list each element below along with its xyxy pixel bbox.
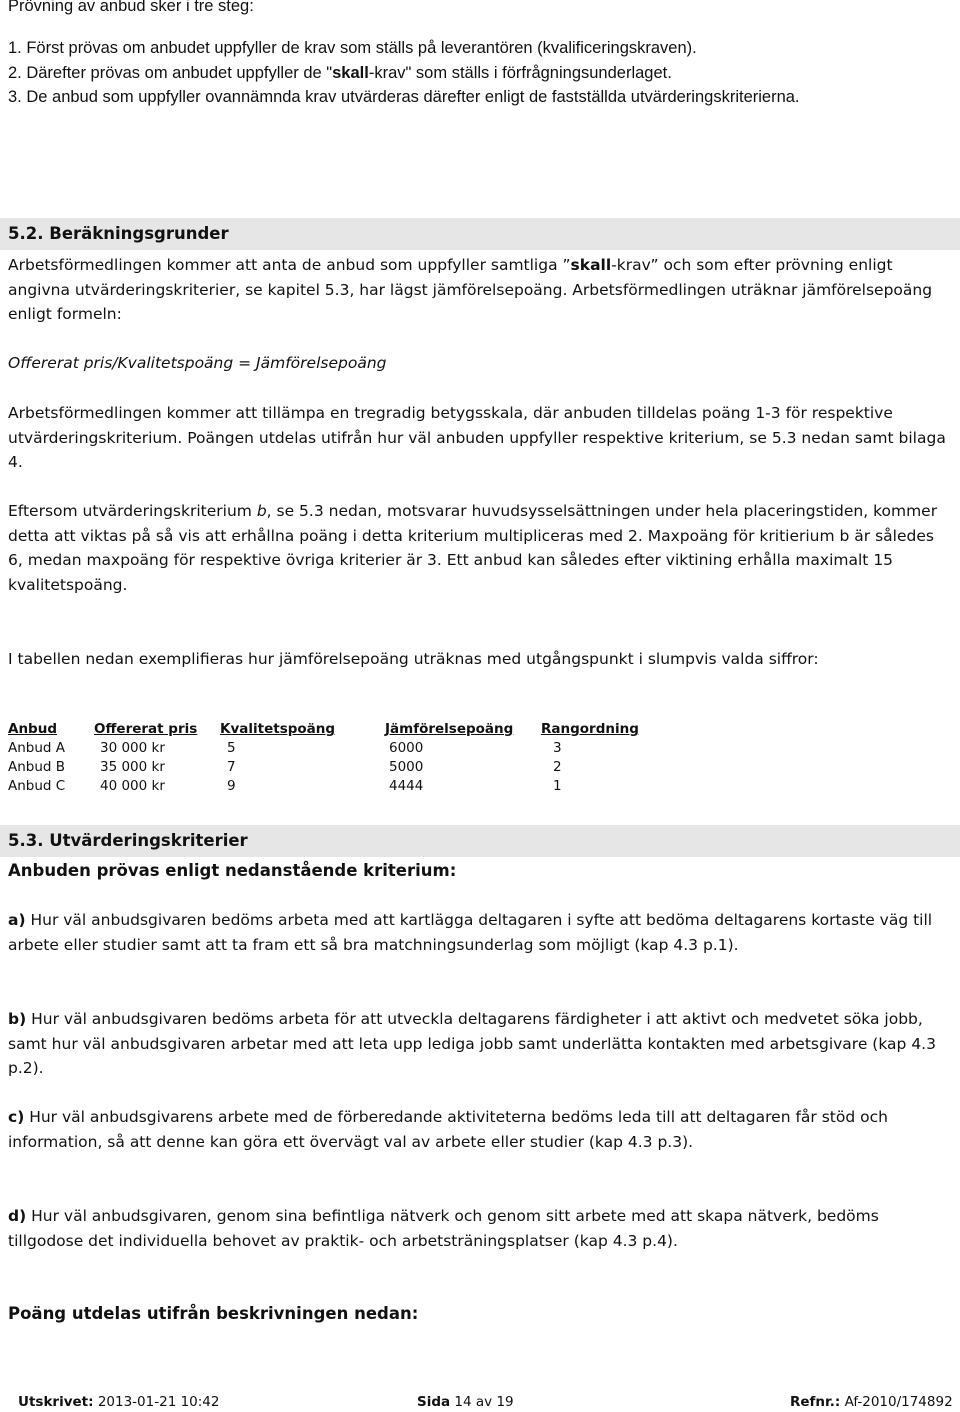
table-cell: 2 <box>553 759 562 775</box>
p3-after: , se 5.3 nedan, motsvarar huvudsysselsättningen under hela placeringstiden, kommer detta att viktas på så vis att erhållna poäng i detta kriterium multipliceras med 2. Maxpoäng för kritierium b är således 6, medan maxpoäng för respektive övriga kriterier är 3. Ett anbud kan således efter viktining erhålla maximalt 15 kvalitetspoäng. <box>8 502 938 594</box>
criterion-text: Hur väl anbudsgivaren, genom sina befintliga nätverk och genom sitt arbete med att skapa nätverk, bedöms tillgodose det individuella behovet av praktik- och arbetsträningsplatser (kap 4.3 p.4). <box>8 1207 879 1250</box>
criterion-d <box>8 1204 953 1253</box>
table-header: Offererat pris <box>94 721 198 737</box>
criterion-text: Hur väl anbudsgivaren bedöms arbeta med att kartlägga deltagaren i syfte att bedöma deltagarens kortaste väg till arbete eller studier samt att ta fram ett så bra matchningsunderlag som möjligt (kap 4.3 p.1). <box>8 911 933 954</box>
paragraph-1 <box>8 253 953 327</box>
criterion-label: b) <box>8 1010 27 1028</box>
table-header: Rangordning <box>541 721 639 737</box>
footer-ref-label: Refnr.: <box>790 1394 841 1410</box>
footer-printed <box>18 1393 219 1411</box>
section-heading-bar <box>0 218 960 250</box>
footer-ref <box>790 1393 953 1411</box>
criterion-text: Hur väl anbudsgivaren bedöms arbeta för att utveckla deltagarens färdigheter i att aktivt och medvetet söka jobb, samt hur väl anbudsgivaren arbetar med att leta upp lediga jobb samt underlätta kontakten med arbetsgivare (kap 4.3 p.2). <box>8 1010 936 1078</box>
table-header-row <box>8 720 653 739</box>
p1-after: -krav” och som efter prövning enligt angivna utvärderingskriterier, se kapitel 5.3, har lägst jämförelsepoäng. Arbetsförmedlingen uträknar jämförelsepoäng enligt formeln: <box>8 256 933 324</box>
section-heading-5-3: 5.3. Utvärderingskriterier <box>8 831 248 850</box>
table-cell: 7 <box>227 759 236 775</box>
table-cell: 5000 <box>389 759 424 775</box>
footer-printed-label: Utskrivet: <box>18 1394 94 1410</box>
footer-page-value: 14 av 19 <box>450 1394 514 1410</box>
footer-page <box>417 1393 514 1411</box>
p3-before: Eftersom utvärderingskriterium <box>8 502 257 520</box>
table-cell: 30 000 kr <box>100 740 165 756</box>
footer-printed-value: 2013-01-21 10:42 <box>93 1394 220 1410</box>
section-heading-5-2: 5.2. Beräkningsgrunder <box>8 224 229 243</box>
table-header: Jämförelsepoäng <box>385 721 514 737</box>
criterion-text: Hur väl anbudsgivarens arbete med de förberedande aktiviteterna bedöms leda till att deltagaren får stöd och information, så att denne kan göra ett övervägt val av arbete eller studier (kap 4.3 p.3). <box>8 1108 888 1151</box>
table-cell: Anbud A <box>8 740 66 756</box>
criterion-b <box>8 1007 953 1081</box>
table-cell: 9 <box>227 778 236 794</box>
table-cell: 6000 <box>389 740 424 756</box>
table-cell: Anbud B <box>8 759 66 775</box>
table-cell: 5 <box>227 740 236 756</box>
criterion-label: d) <box>8 1207 27 1225</box>
step-2-before: 2. Därefter prövas om anbudet uppfyller de " <box>8 63 333 82</box>
table-row <box>8 739 653 758</box>
criteria-subheading: Anbuden prövas enligt nedanstående kriterium: <box>8 861 457 880</box>
p1-bold: skall <box>570 256 612 274</box>
p1-before: Arbetsförmedlingen kommer att anta de anbud som uppfyller samtliga ” <box>8 256 571 274</box>
step-2-bold: skall <box>332 63 369 82</box>
table-cell: 1 <box>553 778 562 794</box>
paragraph-3 <box>8 499 953 597</box>
step-3: 3. De anbud som uppfyller ovannämnda krav utvärderas därefter enligt de fastställda utvärderingskriterierna. <box>8 88 800 107</box>
table-header: Anbud <box>8 721 57 737</box>
table-cell: 40 000 kr <box>100 778 165 794</box>
formula: Offererat pris/Kvalitetspoäng = Jämförelsepoäng <box>8 354 387 372</box>
closing-heading: Poäng utdelas utifrån beskrivningen nedan: <box>8 1304 419 1323</box>
step-2-after: -krav" som ställs i förfrågningsunderlaget. <box>368 63 672 82</box>
comparison-table <box>8 720 653 796</box>
step-1: 1. Först prövas om anbudet uppfyller de krav som ställs på leverantören (kvalificeringskraven). <box>8 39 697 58</box>
paragraph-2: Arbetsförmedlingen kommer att tillämpa en tregradig betygsskala, där anbuden tilldelas poäng 1-3 för respektive utvärderingskriterium. Poängen utdelas utifrån hur väl anbuden uppfyller respektive kriterium, se 5.3 nedan samt bilaga 4. <box>8 404 946 472</box>
intro-lead: Prövning av anbud sker i tre steg: <box>8 0 254 15</box>
table-header: Kvalitetspoäng <box>220 721 336 737</box>
criterion-c <box>8 1105 953 1154</box>
table-cell: 35 000 kr <box>100 759 165 775</box>
table-row <box>8 777 653 796</box>
section-heading-bar <box>0 825 960 857</box>
criterion-label: c) <box>8 1108 25 1126</box>
table-row <box>8 758 653 777</box>
table-cell: Anbud C <box>8 778 66 794</box>
step-2 <box>8 61 953 85</box>
footer-ref-value: Af-2010/174892 <box>840 1394 953 1410</box>
intro-block <box>8 0 953 110</box>
p3-italic: b <box>256 502 267 520</box>
paragraph-4: I tabellen nedan exemplifieras hur jämförelsepoäng uträknas med utgångspunkt i slumpvis valda siffror: <box>8 650 819 668</box>
criterion-label: a) <box>8 911 26 929</box>
table-cell: 3 <box>553 740 562 756</box>
criterion-a <box>8 908 953 957</box>
footer-page-label: Sida <box>417 1394 451 1410</box>
table-cell: 4444 <box>389 778 424 794</box>
